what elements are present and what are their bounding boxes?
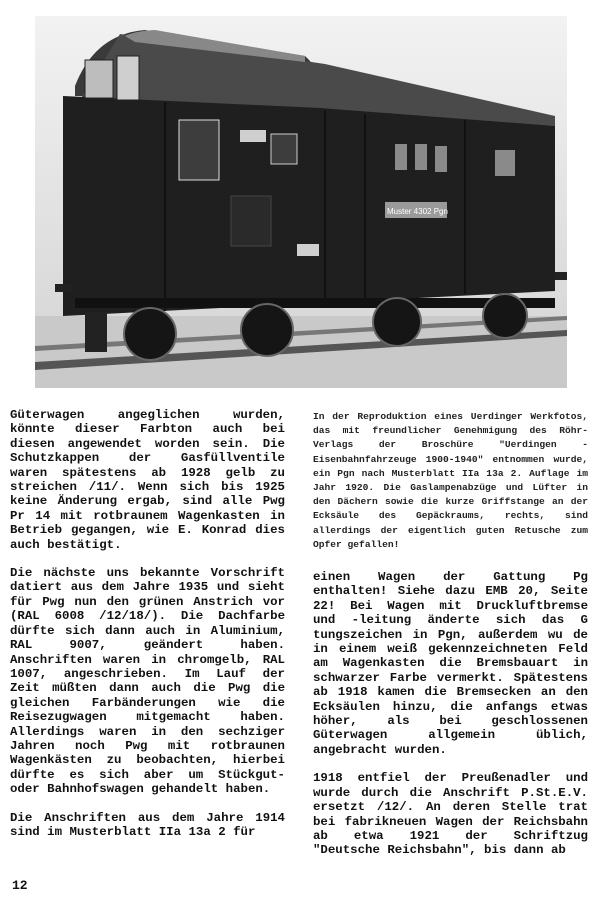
page-number: 12 — [12, 878, 28, 893]
wagon-photo — [35, 16, 567, 388]
wagon-plate-text: Muster 4302 Pgn — [387, 207, 448, 216]
paragraph: 1918 entfiel der Preußenadler und wurde durch die Anschrift P.St.E.V. ersetzt /12/. An deren Stelle trat bei fabrikneuen Wagen der Reichsbahn ab etwa 1921 der Schriftzug "Deutsche Reichsbahn", bis dann ab — [313, 771, 588, 858]
paragraph: Güterwagen angeglichen wurden, könnte dieser Farbton auch bei diesen angewendet worden sein. Die Schutzkappen der Gasfüllventile waren spätestens ab 1928 gelb zu streichen /11/. Wenn sich bis 1925 keine Änderung ergab, sind alle Pwg Pr 14 mit rotbraunem Wagenkasten in Betrieb gegangen, wie E. Konrad dies auch bestätigt. — [10, 408, 285, 552]
paragraph: einen Wagen der Gattung Pg enthalten! Siehe dazu EMB 20, Seite 22! Bei Wagen mit Druckluftbremse und -leitung änderte sich das G tungszeichen in Pgn, außerdem wu de in einem weiß gekennzeichneten Feld am Wagenkasten die Bremsbauart in schwarzer Farbe vermerkt. Spätestens ab 1918 kamen die Bremsecken an den Ecksäulen hinzu, die anfangs etwas höher, als bei geschlossenen Güterwagen allgemein üblich, angebracht wurden. — [313, 570, 588, 757]
paragraph: Die Anschriften aus dem Jahre 1914 sind im Musterblatt IIa 13a 2 für — [10, 810, 285, 839]
left-text-column — [10, 408, 285, 839]
photo-caption: In der Reproduktion eines Uerdinger Werkfotos, das mit freundlicher Genehmigung des Röhr-Verlags der Broschüre "Uerdingen - Eisenbahnfahrzeuge 1900-1940" entnommen wurde, ein Pgn nach Musterblatt IIa 13a 2. Auflage im Jahr 1920. Die Gaslampenabzüge und Lüfter in den Dächern sowie die kurze Griffstange an der Ecksäule des Gepäckraums, rechts, sind allerdings der eigentlich guten Retusche zum Opfer gefallen! — [313, 411, 588, 550]
paragraph: Die nächste uns bekannte Vorschrift datiert aus dem Jahre 1935 und sieht für Pwg nun den grünen Anstrich vor (RAL 6008 /12/18/). Die Dachfarbe dürfte sich dann auch in Aluminium, RAL 9007, geändert haben. Anschriften waren in chromgelb, RAL 1007, angeschrieben. Im Lauf der Zeit müßten dann auch die Pwg die gleichen Farbänderungen wie die Reisezugwagen mitgemacht haben. Allerdings waren in den sechziger Jahren noch Pwg mit rotbraunen Wagenkästen zu beobachten, hierbei dürfte es sich aber um Stückgut- oder Bahnhofswagen gehandelt haben. — [10, 566, 285, 797]
right-text-column — [313, 570, 588, 858]
